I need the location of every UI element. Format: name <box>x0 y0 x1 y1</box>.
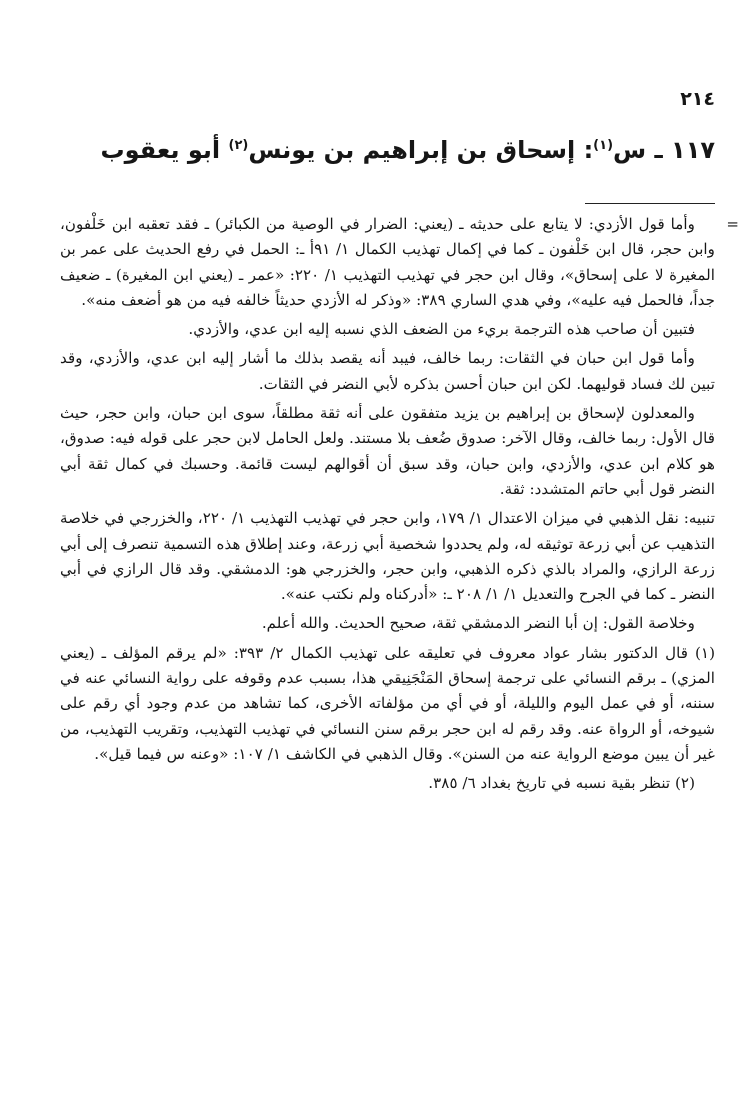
footnote-ref-1: (١) <box>593 138 614 153</box>
paragraph: وأما قول الأزدي: لا يتابع على حديثه ـ (يعني: الضرار في الوصية من الكبائر) ـ فقد تعقبه ابن خَلْفون، وابن حجر، قال ابن خَلْفون ـ كما في إكمال تهذيب الكمال ١/ ٩١أ ـ: الحمل في رفع الحديث على عمر بن المغيرة لا على إسحاق»، وقال ابن حجر في تهذيب التهذيب ١/ ٢٢٠: «عمر ـ (يعني ابن المغيرة) ـ ضعيف جداً، فالحمل فيه عليه»، وفي هدي الساري ٣٨٩: «وذكر له الأزدي حديثاً خالفه فيه من هو أضعف منه». <box>60 215 715 309</box>
paragraph: وأما قول ابن حبان في الثقات: ربما خالف، فيبد أنه يقصد بذلك ما أشار إليه ابن عدي، والأزدي، وقد تبين لك فساد قوليهما. لكن ابن حبان أحسن بذكره لأبي النضر في الثقات. <box>60 349 715 393</box>
note-paragraph: تنبيه: نقل الذهبي في ميزان الاعتدال ١/ ١٧٩، وابن حجر في تهذيب التهذيب ١/ ٢٢٠، والخزرجي في خلاصة التذهيب عن أبي زرعة توثيقه له، ولم يحددوا شخصية أبي زرعة، وعند إطلاق هذه التسمية تنصرف إلى أبي زرعة الرازي، والمراد بالذي ذكره الذهبي، وابن حجر، والخزرجي هو: الدمشقي. وقد قال الرازي في أبي النضر ـ كما في الجرح والتعديل ١/ ١/ ٢٠٨ ـ: «أدركناه ولم نكتب عنه». <box>60 509 715 604</box>
page-number: ٢١٤ <box>680 88 715 110</box>
paragraph-continued <box>60 212 739 313</box>
paragraph: فتبين أن صاحب هذه الترجمة بريء من الضعف الذي نسبه إليه ابن عدي، والأزدي. <box>188 320 695 339</box>
entry-number: ١١٧ ـ س <box>613 136 715 164</box>
footnote-1: (١) قال الدكتور بشار عواد معروف في تعليقه على تهذيب الكمال ٢/ ٣٩٣: «لم يرقم المؤلف ـ (يعني المزي) ـ برقم النسائي على ترجمة إسحاق المَنْجَنِيقي هذا، بسبب عدم وقوفه على رواية النسائي عنه في سننه، أو في عمل اليوم والليلة، أو في أي من مؤلفاته الأخرى، كما تشاهد من عدم وجود أي رقم على شيوخه، أو الرواة عنه. وقد رقم له ابن حجر برقم سنن النسائي في تهذيب التهذيب، وتقريب التهذيب، من غير أن يبين موضع الرواية عنه من السنن». وقال الذهبي في الكاشف ١/ ١٠٧: «وعنه س فيما قيل». <box>60 643 716 763</box>
entry-heading <box>60 136 715 164</box>
footnote-separator <box>585 203 715 204</box>
book-page <box>60 0 739 1098</box>
body-text <box>60 212 739 801</box>
entry-name: : إسحاق بن إبراهيم بن يونس <box>248 136 594 164</box>
paragraph: والمعدلون لإسحاق بن إبراهيم بن يزيد متفقون على أنه ثقة مطلقاً، سوى ابن حبان، وابن حجر، حيث قال الأول: ربما خالف، وقال الآخر: صدوق ضُعف بلا مستند. ولعل الحامل لابن حجر على قوله فيه: صدوق، هو كلام ابن عدي، والأزدي، وابن حبان، وقد سبق أن أقوالهم ليست قائمة. وحسبك في كمال ثقة أبي النضر قول أبي حاتم المتشدد: ثقة. <box>60 404 715 498</box>
continuation-mark: = <box>726 215 739 233</box>
footnote-2: (٢) تنظر بقية نسبه في تاريخ بغداد ٦/ ٣٨٥. <box>428 774 695 793</box>
footnote-ref-2: (٢) <box>228 138 249 153</box>
conclusion-paragraph: وخلاصة القول: إن أبا النضر الدمشقي ثقة، صحيح الحديث. والله أعلم. <box>261 614 695 633</box>
entry-kunya: أبو يعقوب <box>100 136 229 164</box>
